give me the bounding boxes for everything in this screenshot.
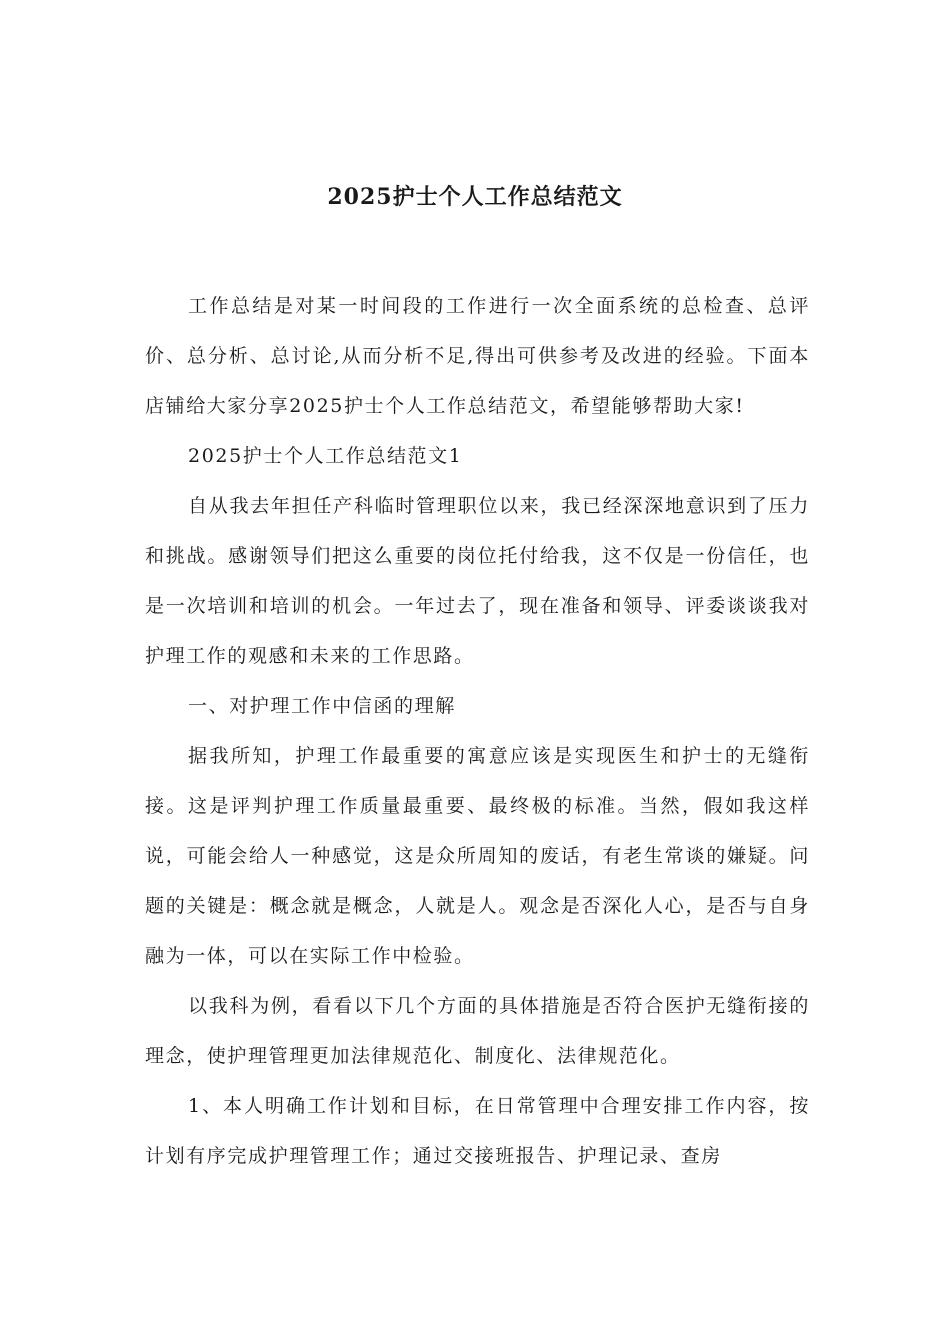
document-title: 2025护士个人工作总结范文 [327, 184, 623, 210]
heading-1: 一、对护理工作中信函的理解 [188, 695, 456, 717]
paragraph-2: 据我所知，护理工作最重要的寓意应该是实现医生和护士的无缝衔接。这是评判护理工作质量最重要、最终极的标准。当然，假如我这样说，可能会给人一种感觉，这是众所周知的废话，有老生常谈的嫌疑。问题的关键是：概念就是概念，人就是人。观念是否深化人心，是否与自身融为一体，可以在实际工作中检验。 [145, 745, 810, 967]
document-body [145, 281, 810, 1181]
intro-paragraph: 工作总结是对某一时间段的工作进行一次全面系统的总检查、总评价、总分析、总讨论,从而分析不足,得出可供参考及改进的经验。下面本店铺给大家分享2025护士个人工作总结范文，希望能够帮助大家! [145, 295, 810, 417]
paragraph-4: 1、本人明确工作计划和目标，在日常管理中合理安排工作内容，按计划有序完成护理管理工作；通过交接班报告、护理记录、查房 [145, 1095, 810, 1167]
section-title: 2025护士个人工作总结范文1 [188, 445, 463, 467]
paragraph-3: 以我科为例，看看以下几个方面的具体措施是否符合医护无缝衔接的理念，使护理管理更加法律规范化、制度化、法律规范化。 [145, 995, 810, 1067]
paragraph-1: 自从我去年担任产科临时管理职位以来，我已经深深地意识到了压力和挑战。感谢领导们把这么重要的岗位托付给我，这不仅是一份信任，也是一次培训和培训的机会。一年过去了，现在准备和领导、评委谈谈我对护理工作的观感和未来的工作思路。 [145, 495, 810, 667]
